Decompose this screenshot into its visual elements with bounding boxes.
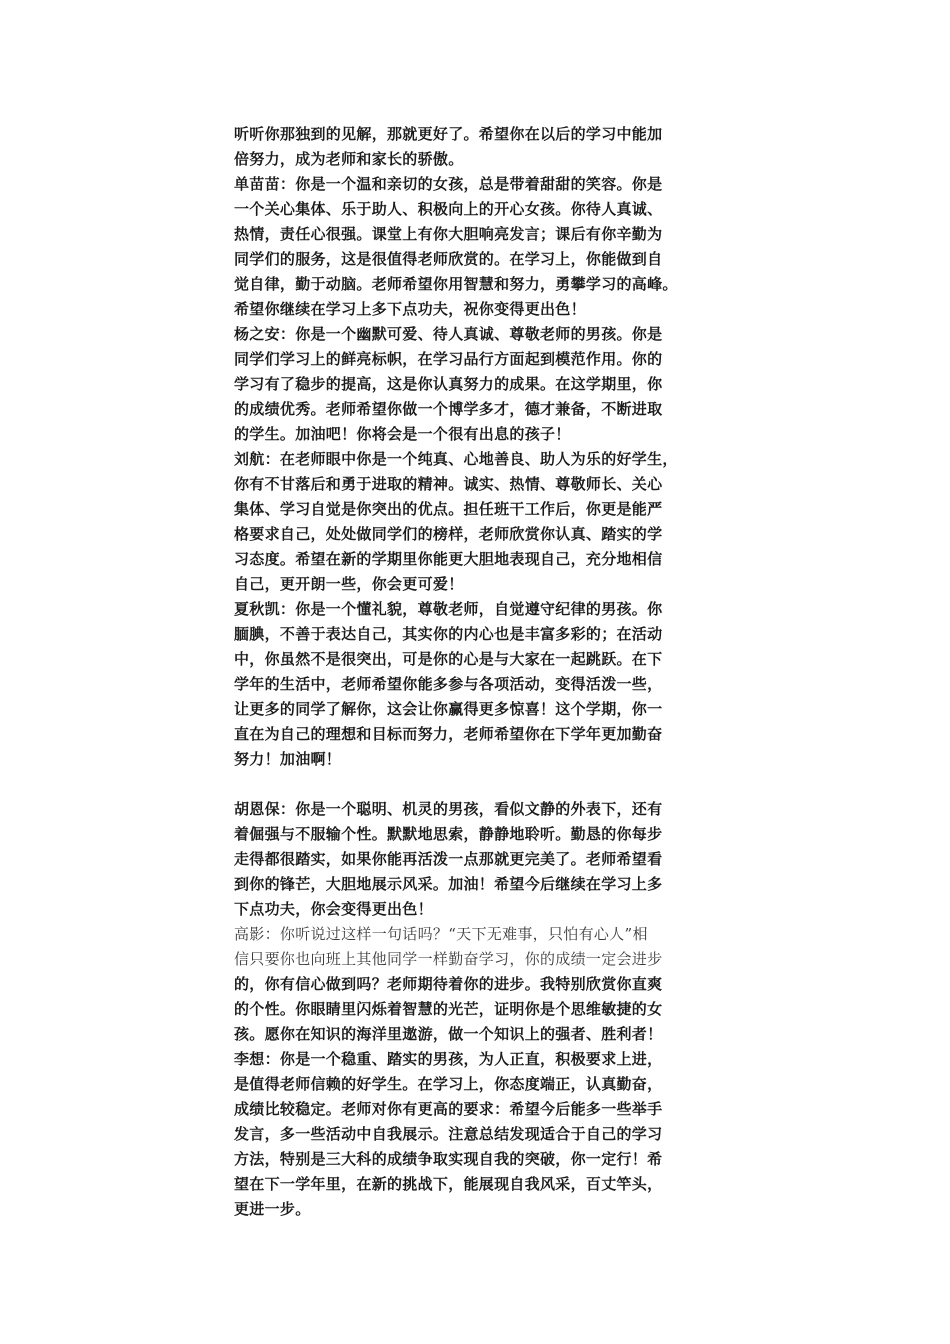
text-line: 学习有了稳步的提高，这是你认真努力的成果。在这学期里，你 <box>234 375 663 393</box>
text-line: 杨之安：你是一个幽默可爱、待人真诚、尊敬老师的男孩。你是 <box>234 325 663 343</box>
text-line: 努力！加油啊！ <box>234 750 342 768</box>
text-line: 胡恩保：你是一个聪明、机灵的男孩，看似文静的外表下，还有 <box>234 800 663 818</box>
text-line: 倍努力，成为老师和家长的骄傲。 <box>234 150 464 168</box>
text-line: 热情，责任心很强。课堂上有你大胆响亮发言；课后有你辛勤为 <box>234 225 663 243</box>
text-line: 发言，多一些活动中自我展示。注意总结发现适合于自己的学习 <box>234 1125 663 1143</box>
text-line: 信只要你也向班上其他同学一样勤奋学习，你的成绩一定会进步 <box>234 950 663 968</box>
text-line: 同学们学习上的鲜亮标帜，在学习品行方面起到模范作用。你的 <box>234 350 663 368</box>
text-line: 孩。愿你在知识的海洋里遨游，做一个知识上的强者、胜利者！ <box>234 1025 663 1043</box>
text-line: 方法，特别是三大科的成绩争取实现自我的突破，你一定行！希 <box>234 1150 663 1168</box>
text-line: 成绩比较稳定。老师对你有更高的要求：希望今后能多一些举手 <box>234 1100 663 1118</box>
text-line: 的，你有信心做到吗？老师期待着你的进步。我特别欣赏你直爽 <box>234 975 663 993</box>
paragraph-comment-gao-ying <box>234 922 720 1047</box>
text-line: 自己，更开朗一些，你会更可爱！ <box>234 575 464 593</box>
text-line: 的个性。你眼睛里闪烁着智慧的光芒，证明你是个思维敏捷的女 <box>234 1000 663 1018</box>
text-line: 李想：你是一个稳重、踏实的男孩，为人正直，积极要求上进， <box>234 1050 663 1068</box>
blank-line <box>234 772 720 797</box>
text-line: 单苗苗：你是一个温和亲切的女孩，总是带着甜甜的笑容。你是 <box>234 175 663 193</box>
text-line: 格要求自己，处处做同学们的榜样，老师欣赏你认真、踏实的学 <box>234 525 663 543</box>
paragraph-comment-shan-miaomiao <box>234 172 720 322</box>
text-line: 直在为自己的理想和目标而努力，老师希望你在下学年更加勤奋 <box>234 725 663 743</box>
text-line: 腼腆，不善于表达自己，其实你的内心也是丰富多彩的；在活动 <box>234 625 663 643</box>
text-line: 更进一步。 <box>234 1200 311 1218</box>
text-line: 中，你虽然不是很突出，可是你的心是与大家在一起跳跃。在下 <box>234 650 663 668</box>
text-line: 觉自律，勤于动脑。老师希望你用智慧和努力，勇攀学习的高峰。 <box>234 275 678 293</box>
text-line: 听听你那独到的见解，那就更好了。希望你在以后的学习中能加 <box>234 125 663 143</box>
text-line: 望在下一学年里，在新的挑战下，能展现自我风采，百丈竿头， <box>234 1175 663 1193</box>
text-line: 着倔强与不服输个性。默默地思索，静静地聆听。勤恳的你每步 <box>234 825 663 843</box>
text-line: 集体、学习自觉是你突出的优点。担任班干工作后，你更是能严 <box>234 500 663 518</box>
text-line: 高影：你听说过这样一句话吗？“天下无难事，只怕有心人”相 <box>234 925 648 943</box>
text-line: 学年的生活中，老师希望你能多参与各项活动，变得活泼一些， <box>234 675 663 693</box>
paragraph-comment-hu-enbao <box>234 797 720 922</box>
paragraph-comment-yang-zhian <box>234 322 720 447</box>
text-line: 走得都很踏实，如果你能再活泼一点那就更完美了。老师希望看 <box>234 850 663 868</box>
text-line: 到你的锋芒，大胆地展示风采。加油！希望今后继续在学习上多 <box>234 875 663 893</box>
text-line: 同学们的服务，这是很值得老师欣赏的。在学习上，你能做到自 <box>234 250 663 268</box>
text-line: 刘航：在老师眼中你是一个纯真、心地善良、助人为乐的好学生， <box>234 450 678 468</box>
text-line: 是值得老师信赖的好学生。在学习上，你态度端正，认真勤奋， <box>234 1075 663 1093</box>
text-line: 下点功夫，你会变得更出色！ <box>234 900 433 918</box>
paragraph-intro-continuation <box>234 122 720 172</box>
text-line: 让更多的同学了解你，这会让你赢得更多惊喜！这个学期，你一 <box>234 700 663 718</box>
text-line: 夏秋凯：你是一个懂礼貌，尊敬老师，自觉遵守纪律的男孩。你 <box>234 600 663 618</box>
document-body <box>234 122 720 1222</box>
text-line: 你有不甘落后和勇于进取的精神。诚实、热情、尊敬师长、关心 <box>234 475 663 493</box>
text-line: 的成绩优秀。老师希望你做一个博学多才，德才兼备，不断进取 <box>234 400 663 418</box>
text-line: 一个关心集体、乐于助人、积极向上的开心女孩。你待人真诚、 <box>234 200 663 218</box>
text-line: 习态度。希望在新的学期里你能更大胆地表现自己，充分地相信 <box>234 550 663 568</box>
paragraph-comment-xia-qiukai <box>234 597 720 772</box>
text-line: 希望你继续在学习上多下点功夫，祝你变得更出色！ <box>234 300 586 318</box>
paragraph-comment-liu-hang <box>234 447 720 597</box>
paragraph-comment-li-xiang <box>234 1047 720 1222</box>
text-line: 的学生。加油吧！你将会是一个很有出息的孩子！ <box>234 425 571 443</box>
